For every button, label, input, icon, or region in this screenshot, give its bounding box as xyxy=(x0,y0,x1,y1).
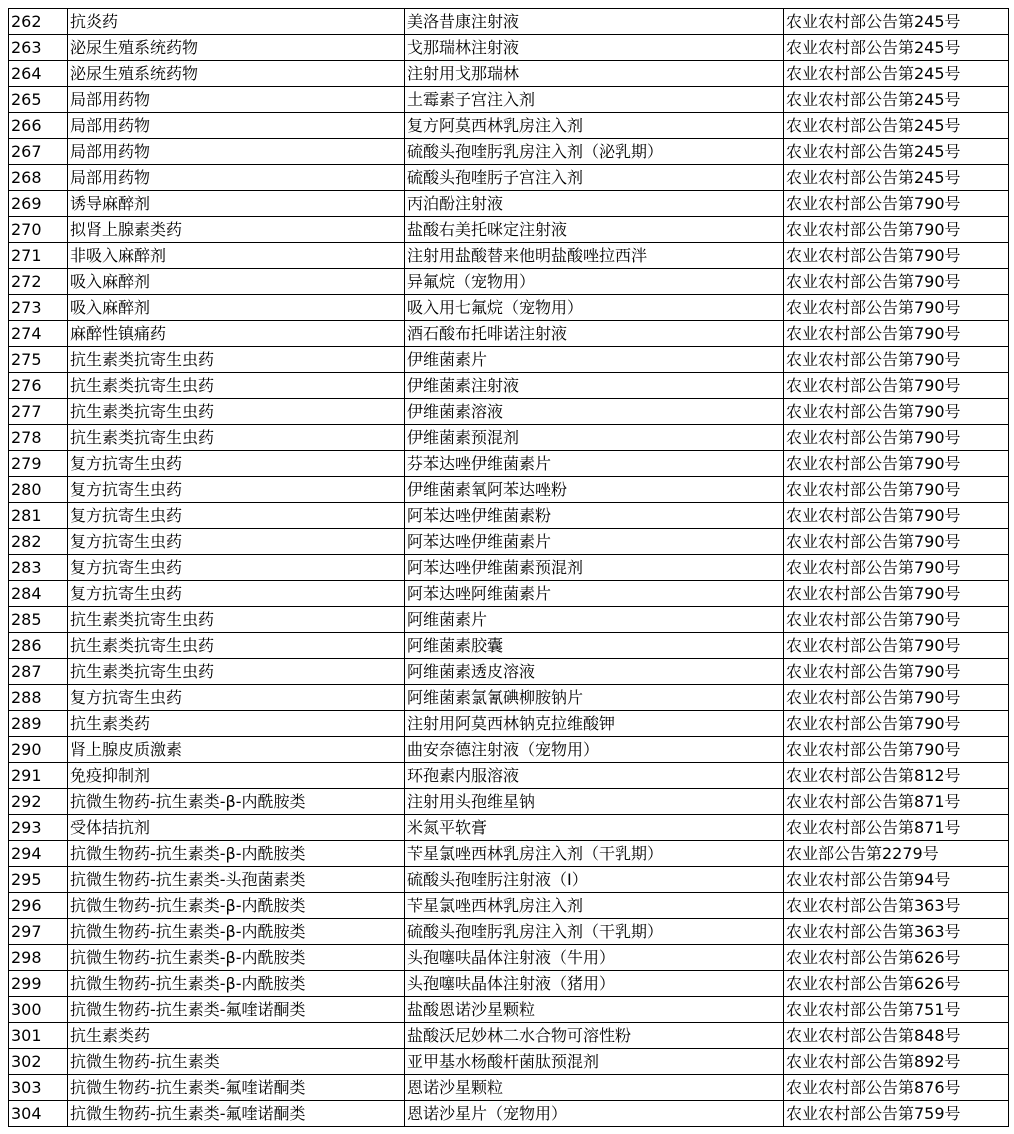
table-row xyxy=(9,971,1009,997)
row-number-cell: 270 xyxy=(9,217,68,243)
table-row xyxy=(9,607,1009,633)
announcement-cell: 农业农村部公告第363号 xyxy=(784,893,1009,919)
drug-name-cell: 伊维菌素预混剂 xyxy=(405,425,784,451)
category-cell: 复方抗寄生虫药 xyxy=(68,451,405,477)
row-number-cell: 303 xyxy=(9,1075,68,1101)
table-row xyxy=(9,919,1009,945)
drug-name-cell: 芬苯达唑伊维菌素片 xyxy=(405,451,784,477)
row-number-cell: 292 xyxy=(9,789,68,815)
announcement-cell: 农业农村部公告第790号 xyxy=(784,295,1009,321)
announcement-cell: 农业农村部公告第871号 xyxy=(784,789,1009,815)
category-cell: 局部用药物 xyxy=(68,113,405,139)
drug-name-cell: 阿维菌素片 xyxy=(405,607,784,633)
table-row xyxy=(9,269,1009,295)
table-row xyxy=(9,165,1009,191)
drug-name-cell: 曲安奈德注射液（宠物用） xyxy=(405,737,784,763)
announcement-cell: 农业农村部公告第790号 xyxy=(784,685,1009,711)
table-row xyxy=(9,425,1009,451)
drug-name-cell: 盐酸沃尼妙林二水合物可溶性粉 xyxy=(405,1023,784,1049)
row-number-cell: 274 xyxy=(9,321,68,347)
announcement-cell: 农业农村部公告第790号 xyxy=(784,399,1009,425)
category-cell: 抗微生物药-抗生素类-β-内酰胺类 xyxy=(68,789,405,815)
table-row xyxy=(9,1049,1009,1075)
table-body xyxy=(9,9,1009,1127)
category-cell: 抗微生物药-抗生素类-头孢菌素类 xyxy=(68,867,405,893)
table-row xyxy=(9,685,1009,711)
announcement-cell: 农业农村部公告第363号 xyxy=(784,919,1009,945)
category-cell: 局部用药物 xyxy=(68,139,405,165)
drug-name-cell: 酒石酸布托啡诺注射液 xyxy=(405,321,784,347)
row-number-cell: 272 xyxy=(9,269,68,295)
drug-name-cell: 伊维菌素溶液 xyxy=(405,399,784,425)
announcement-cell: 农业农村部公告第626号 xyxy=(784,971,1009,997)
row-number-cell: 294 xyxy=(9,841,68,867)
drug-name-cell: 头孢噻呋晶体注射液（猪用） xyxy=(405,971,784,997)
drug-name-cell: 伊维菌素片 xyxy=(405,347,784,373)
row-number-cell: 289 xyxy=(9,711,68,737)
announcement-cell: 农业农村部公告第626号 xyxy=(784,945,1009,971)
category-cell: 抗微生物药-抗生素类-β-内酰胺类 xyxy=(68,841,405,867)
table-row xyxy=(9,139,1009,165)
drug-name-cell: 头孢噻呋晶体注射液（牛用） xyxy=(405,945,784,971)
announcement-cell: 农业农村部公告第790号 xyxy=(784,503,1009,529)
category-cell: 抗生素类抗寄生虫药 xyxy=(68,659,405,685)
announcement-cell: 农业农村部公告第245号 xyxy=(784,35,1009,61)
announcement-cell: 农业农村部公告第790号 xyxy=(784,451,1009,477)
row-number-cell: 271 xyxy=(9,243,68,269)
drug-name-cell: 注射用盐酸替来他明盐酸唑拉西泮 xyxy=(405,243,784,269)
table-row xyxy=(9,87,1009,113)
table-row xyxy=(9,711,1009,737)
table-row xyxy=(9,373,1009,399)
table-row xyxy=(9,997,1009,1023)
category-cell: 诱导麻醉剂 xyxy=(68,191,405,217)
row-number-cell: 288 xyxy=(9,685,68,711)
category-cell: 复方抗寄生虫药 xyxy=(68,581,405,607)
drug-name-cell: 注射用阿莫西林钠克拉维酸钾 xyxy=(405,711,784,737)
category-cell: 肾上腺皮质激素 xyxy=(68,737,405,763)
drug-name-cell: 注射用头孢维星钠 xyxy=(405,789,784,815)
row-number-cell: 300 xyxy=(9,997,68,1023)
row-number-cell: 284 xyxy=(9,581,68,607)
drug-name-cell: 土霉素子宫注入剂 xyxy=(405,87,784,113)
drug-name-cell: 硫酸头孢喹肟乳房注入剂（泌乳期） xyxy=(405,139,784,165)
drug-name-cell: 环孢素内服溶液 xyxy=(405,763,784,789)
drug-name-cell: 阿苯达唑伊维菌素预混剂 xyxy=(405,555,784,581)
row-number-cell: 265 xyxy=(9,87,68,113)
row-number-cell: 278 xyxy=(9,425,68,451)
category-cell: 泌尿生殖系统药物 xyxy=(68,61,405,87)
category-cell: 抗微生物药-抗生素类-β-内酰胺类 xyxy=(68,893,405,919)
category-cell: 局部用药物 xyxy=(68,87,405,113)
table-row xyxy=(9,295,1009,321)
drug-name-cell: 盐酸恩诺沙星颗粒 xyxy=(405,997,784,1023)
announcement-cell: 农业部公告第2279号 xyxy=(784,841,1009,867)
row-number-cell: 276 xyxy=(9,373,68,399)
category-cell: 免疫抑制剂 xyxy=(68,763,405,789)
row-number-cell: 287 xyxy=(9,659,68,685)
table-row xyxy=(9,633,1009,659)
table-row xyxy=(9,763,1009,789)
row-number-cell: 297 xyxy=(9,919,68,945)
table-row xyxy=(9,1075,1009,1101)
row-number-cell: 266 xyxy=(9,113,68,139)
category-cell: 抗炎药 xyxy=(68,9,405,35)
category-cell: 抗微生物药-抗生素类-氟喹诺酮类 xyxy=(68,1075,405,1101)
row-number-cell: 285 xyxy=(9,607,68,633)
drug-list-table xyxy=(8,8,1009,1127)
row-number-cell: 304 xyxy=(9,1101,68,1127)
row-number-cell: 283 xyxy=(9,555,68,581)
announcement-cell: 农业农村部公告第245号 xyxy=(784,9,1009,35)
category-cell: 抗生素类抗寄生虫药 xyxy=(68,425,405,451)
category-cell: 复方抗寄生虫药 xyxy=(68,477,405,503)
announcement-cell: 农业农村部公告第790号 xyxy=(784,217,1009,243)
table-row xyxy=(9,815,1009,841)
row-number-cell: 282 xyxy=(9,529,68,555)
row-number-cell: 262 xyxy=(9,9,68,35)
category-cell: 抗微生物药-抗生素类-氟喹诺酮类 xyxy=(68,997,405,1023)
row-number-cell: 279 xyxy=(9,451,68,477)
drug-name-cell: 美洛昔康注射液 xyxy=(405,9,784,35)
announcement-cell: 农业农村部公告第790号 xyxy=(784,633,1009,659)
table-row xyxy=(9,191,1009,217)
table-row xyxy=(9,737,1009,763)
drug-name-cell: 吸入用七氟烷（宠物用） xyxy=(405,295,784,321)
announcement-cell: 农业农村部公告第751号 xyxy=(784,997,1009,1023)
row-number-cell: 301 xyxy=(9,1023,68,1049)
category-cell: 抗微生物药-抗生素类-β-内酰胺类 xyxy=(68,971,405,997)
table-row xyxy=(9,789,1009,815)
category-cell: 复方抗寄生虫药 xyxy=(68,529,405,555)
drug-name-cell: 亚甲基水杨酸杆菌肽预混剂 xyxy=(405,1049,784,1075)
table-row xyxy=(9,347,1009,373)
drug-name-cell: 苄星氯唑西林乳房注入剂 xyxy=(405,893,784,919)
drug-name-cell: 阿维菌素氯氰碘柳胺钠片 xyxy=(405,685,784,711)
table-row xyxy=(9,113,1009,139)
row-number-cell: 277 xyxy=(9,399,68,425)
announcement-cell: 农业农村部公告第245号 xyxy=(784,113,1009,139)
drug-name-cell: 阿维菌素透皮溶液 xyxy=(405,659,784,685)
table-row xyxy=(9,841,1009,867)
announcement-cell: 农业农村部公告第790号 xyxy=(784,347,1009,373)
category-cell: 吸入麻醉剂 xyxy=(68,295,405,321)
table-row xyxy=(9,581,1009,607)
announcement-cell: 农业农村部公告第245号 xyxy=(784,87,1009,113)
table-row xyxy=(9,217,1009,243)
announcement-cell: 农业农村部公告第790号 xyxy=(784,607,1009,633)
category-cell: 抗微生物药-抗生素类-β-内酰胺类 xyxy=(68,945,405,971)
table-row xyxy=(9,477,1009,503)
drug-name-cell: 丙泊酚注射液 xyxy=(405,191,784,217)
category-cell: 抗微生物药-抗生素类-氟喹诺酮类 xyxy=(68,1101,405,1127)
category-cell: 复方抗寄生虫药 xyxy=(68,685,405,711)
table-row xyxy=(9,399,1009,425)
announcement-cell: 农业农村部公告第790号 xyxy=(784,581,1009,607)
table-row xyxy=(9,867,1009,893)
drug-name-cell: 注射用戈那瑞林 xyxy=(405,61,784,87)
table-row xyxy=(9,1023,1009,1049)
category-cell: 复方抗寄生虫药 xyxy=(68,555,405,581)
category-cell: 局部用药物 xyxy=(68,165,405,191)
row-number-cell: 290 xyxy=(9,737,68,763)
row-number-cell: 281 xyxy=(9,503,68,529)
category-cell: 抗生素类药 xyxy=(68,1023,405,1049)
announcement-cell: 农业农村部公告第245号 xyxy=(784,165,1009,191)
announcement-cell: 农业农村部公告第871号 xyxy=(784,815,1009,841)
drug-name-cell: 苄星氯唑西林乳房注入剂（干乳期） xyxy=(405,841,784,867)
announcement-cell: 农业农村部公告第790号 xyxy=(784,477,1009,503)
announcement-cell: 农业农村部公告第790号 xyxy=(784,529,1009,555)
announcement-cell: 农业农村部公告第790号 xyxy=(784,659,1009,685)
category-cell: 泌尿生殖系统药物 xyxy=(68,35,405,61)
table-row xyxy=(9,9,1009,35)
announcement-cell: 农业农村部公告第790号 xyxy=(784,555,1009,581)
announcement-cell: 农业农村部公告第790号 xyxy=(784,321,1009,347)
row-number-cell: 273 xyxy=(9,295,68,321)
table-row xyxy=(9,893,1009,919)
row-number-cell: 302 xyxy=(9,1049,68,1075)
announcement-cell: 农业农村部公告第759号 xyxy=(784,1101,1009,1127)
category-cell: 抗微生物药-抗生素类-β-内酰胺类 xyxy=(68,919,405,945)
table-row xyxy=(9,451,1009,477)
category-cell: 受体拮抗剂 xyxy=(68,815,405,841)
row-number-cell: 286 xyxy=(9,633,68,659)
drug-name-cell: 异氟烷（宠物用） xyxy=(405,269,784,295)
announcement-cell: 农业农村部公告第790号 xyxy=(784,373,1009,399)
announcement-cell: 农业农村部公告第94号 xyxy=(784,867,1009,893)
category-cell: 抗生素类抗寄生虫药 xyxy=(68,607,405,633)
table-row xyxy=(9,503,1009,529)
row-number-cell: 267 xyxy=(9,139,68,165)
drug-name-cell: 阿苯达唑伊维菌素粉 xyxy=(405,503,784,529)
row-number-cell: 269 xyxy=(9,191,68,217)
category-cell: 抗生素类抗寄生虫药 xyxy=(68,399,405,425)
announcement-cell: 农业农村部公告第245号 xyxy=(784,61,1009,87)
table-row xyxy=(9,321,1009,347)
category-cell: 抗微生物药-抗生素类 xyxy=(68,1049,405,1075)
category-cell: 麻醉性镇痛药 xyxy=(68,321,405,347)
category-cell: 抗生素类抗寄生虫药 xyxy=(68,373,405,399)
drug-name-cell: 硫酸头孢喹肟注射液（Ⅰ） xyxy=(405,867,784,893)
drug-name-cell: 戈那瑞林注射液 xyxy=(405,35,784,61)
drug-name-cell: 复方阿莫西林乳房注入剂 xyxy=(405,113,784,139)
table-row xyxy=(9,555,1009,581)
drug-name-cell: 硫酸头孢喹肟乳房注入剂（干乳期） xyxy=(405,919,784,945)
drug-name-cell: 伊维菌素氧阿苯达唑粉 xyxy=(405,477,784,503)
drug-name-cell: 恩诺沙星颗粒 xyxy=(405,1075,784,1101)
announcement-cell: 农业农村部公告第848号 xyxy=(784,1023,1009,1049)
announcement-cell: 农业农村部公告第876号 xyxy=(784,1075,1009,1101)
category-cell: 抗生素类抗寄生虫药 xyxy=(68,347,405,373)
row-number-cell: 264 xyxy=(9,61,68,87)
row-number-cell: 275 xyxy=(9,347,68,373)
announcement-cell: 农业农村部公告第790号 xyxy=(784,425,1009,451)
drug-name-cell: 阿苯达唑伊维菌素片 xyxy=(405,529,784,555)
table-row xyxy=(9,1101,1009,1127)
drug-name-cell: 硫酸头孢喹肟子宫注入剂 xyxy=(405,165,784,191)
row-number-cell: 298 xyxy=(9,945,68,971)
drug-name-cell: 米氮平软膏 xyxy=(405,815,784,841)
row-number-cell: 295 xyxy=(9,867,68,893)
category-cell: 拟肾上腺素类药 xyxy=(68,217,405,243)
announcement-cell: 农业农村部公告第790号 xyxy=(784,737,1009,763)
drug-name-cell: 阿苯达唑阿维菌素片 xyxy=(405,581,784,607)
announcement-cell: 农业农村部公告第812号 xyxy=(784,763,1009,789)
table-row xyxy=(9,659,1009,685)
row-number-cell: 280 xyxy=(9,477,68,503)
category-cell: 非吸入麻醉剂 xyxy=(68,243,405,269)
category-cell: 抗生素类药 xyxy=(68,711,405,737)
announcement-cell: 农业农村部公告第790号 xyxy=(784,191,1009,217)
table-row xyxy=(9,945,1009,971)
drug-name-cell: 阿维菌素胶囊 xyxy=(405,633,784,659)
row-number-cell: 268 xyxy=(9,165,68,191)
drug-name-cell: 伊维菌素注射液 xyxy=(405,373,784,399)
drug-name-cell: 恩诺沙星片（宠物用） xyxy=(405,1101,784,1127)
category-cell: 抗生素类抗寄生虫药 xyxy=(68,633,405,659)
announcement-cell: 农业农村部公告第892号 xyxy=(784,1049,1009,1075)
row-number-cell: 296 xyxy=(9,893,68,919)
category-cell: 复方抗寄生虫药 xyxy=(68,503,405,529)
table-row xyxy=(9,243,1009,269)
drug-name-cell: 盐酸右美托咪定注射液 xyxy=(405,217,784,243)
announcement-cell: 农业农村部公告第245号 xyxy=(784,139,1009,165)
row-number-cell: 291 xyxy=(9,763,68,789)
announcement-cell: 农业农村部公告第790号 xyxy=(784,269,1009,295)
table-row xyxy=(9,61,1009,87)
announcement-cell: 农业农村部公告第790号 xyxy=(784,711,1009,737)
row-number-cell: 293 xyxy=(9,815,68,841)
table-row xyxy=(9,529,1009,555)
row-number-cell: 263 xyxy=(9,35,68,61)
category-cell: 吸入麻醉剂 xyxy=(68,269,405,295)
table-row xyxy=(9,35,1009,61)
announcement-cell: 农业农村部公告第790号 xyxy=(784,243,1009,269)
row-number-cell: 299 xyxy=(9,971,68,997)
